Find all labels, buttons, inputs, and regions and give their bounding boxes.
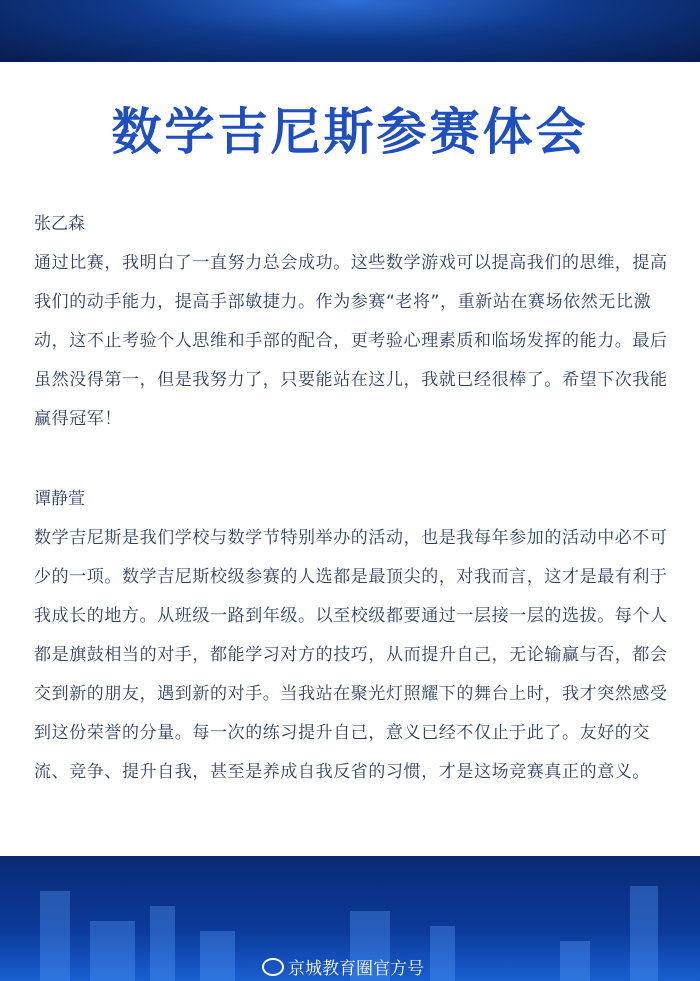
text-line: 数学吉尼斯是我们学校与数学节特别举办的活动，也是我每年参加的活动中必不可 <box>34 528 668 548</box>
text-line: 到这份荣誉的分量。每一次的练习提升自己，意义已经不仅止于此了。友好的交 <box>34 723 650 743</box>
text-line: 虽然没得第一，但是我努力了，只要能站在这儿，我就已经很棒了。希望下次我能 <box>34 370 668 390</box>
author-name: 张乙森 <box>34 214 85 234</box>
weibo-icon <box>262 958 284 976</box>
text-line: 赢得冠军！ <box>34 409 122 429</box>
watermark <box>262 954 424 979</box>
text-line: 我成长的地方。从班级一路到年级。以至校级都要通过一层接一层的选拔。每个人 <box>34 606 668 626</box>
text-line: 都是旗鼓相当的对手，都能学习对方的技巧，从而提升自己，无论输赢与否，都会 <box>34 645 668 665</box>
text-line: 动，这不止考验个人思维和手部的配合，更考验心理素质和临场发挥的能力。最后 <box>34 331 668 351</box>
text-line: 交到新的朋友，遇到新的对手。当我站在聚光灯照耀下的舞台上时，我才突然感受 <box>34 684 668 704</box>
page-title: 数学吉尼斯参赛体会 <box>111 103 589 161</box>
text-line: 少的一项。数学吉尼斯校级参赛的人选都是最顶尖的，对我而言，这才是最有利于 <box>34 567 668 587</box>
text-line: 我们的动手能力，提高手部敏捷力。作为参赛“老将”，重新站在赛场依然无比激 <box>34 292 652 312</box>
author-name: 谭静萱 <box>34 489 85 509</box>
section-2 <box>34 480 674 792</box>
watermark-text: 京城教育圈官方号 <box>288 959 424 979</box>
section-1 <box>34 205 674 439</box>
text-line: 流、竞争、提升自我，甚至是养成自我反省的习惯，才是这场竞赛真正的意义。 <box>34 762 650 782</box>
text-line: 通过比赛，我明白了一直努力总会成功。这些数学游戏可以提高我们的思维，提高 <box>34 253 668 273</box>
header-banner <box>0 0 700 62</box>
